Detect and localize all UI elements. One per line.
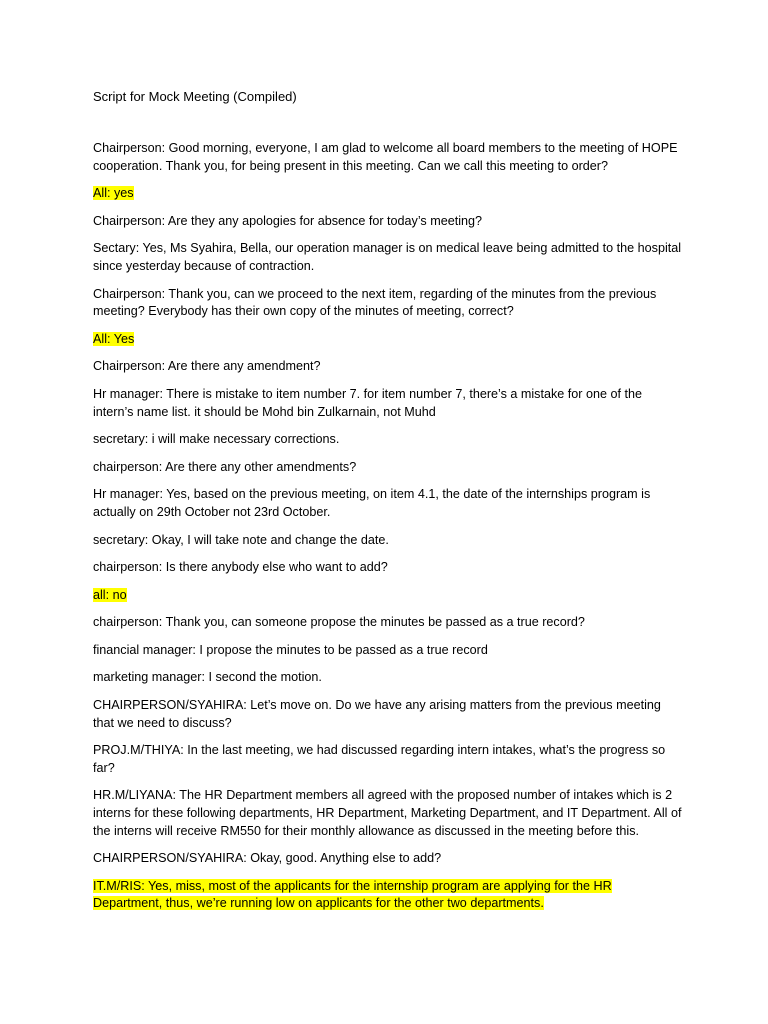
highlighted-paragraph-text: All: yes (93, 186, 134, 201)
paragraph-text: chairperson: Thank you, can someone propose the minutes be passed as a true record? (93, 615, 585, 630)
paragraph (93, 532, 683, 550)
paragraph (93, 431, 683, 449)
paragraph-text: chairperson: Are there any other amendments? (93, 459, 357, 474)
paragraph (93, 697, 683, 732)
paragraph-text: PROJ.M/THIYA: In the last meeting, we had discussed regarding intern intakes, what’s the progress so far? (93, 743, 666, 775)
paragraph (93, 642, 683, 660)
paragraph (93, 459, 683, 477)
paragraph-text: financial manager: I propose the minutes to be passed as a true record (93, 642, 488, 657)
paragraph (93, 331, 683, 349)
paragraph-text: HR.M/LIYANA: The HR Department members all agreed with the proposed number of intakes which is 2 interns for these following departments, HR Department, Marketing Department, and IT Department. All of the interns will receive RM550 for their monthly allowance as discussed in the meeting before this. (93, 788, 682, 838)
paragraph-text: Sectary: Yes, Ms Syahira, Bella, our operation manager is on medical leave being admitted to the hospital since yesterday because of contraction. (93, 241, 682, 273)
paragraph (93, 240, 683, 275)
highlighted-paragraph-text: all: no (93, 587, 127, 602)
paragraph-text: secretary: Okay, I will take note and change the date. (93, 532, 389, 547)
paragraph (93, 614, 683, 632)
paragraph-text: Chairperson: Good morning, everyone, I am glad to welcome all board members to the meeting of HOPE cooperation. Thank you, for being present in this meeting. Can we call this meeting to order? (93, 141, 678, 173)
paragraph-text: Chairperson: Are there any amendment? (93, 359, 321, 374)
document-body (93, 140, 683, 923)
paragraph (93, 878, 683, 913)
paragraph (93, 213, 683, 231)
paragraph (93, 286, 683, 321)
paragraph-text: Chairperson: Thank you, can we proceed to the next item, regarding of the minutes from the previous meeting? Everybody has their own copy of the minutes of meeting, correct? (93, 286, 657, 319)
paragraph-text: Chairperson: Are they any apologies for absence for today’s meeting? (93, 213, 483, 228)
paragraph-text: marketing manager: I second the motion. (93, 670, 322, 685)
paragraph-text: secretary: i will make necessary corrections. (93, 432, 340, 447)
paragraph (93, 787, 683, 840)
paragraph-text: CHAIRPERSON/SYAHIRA: Let’s move on. Do we have any arising matters from the previous meeting that we need to discuss? (93, 698, 661, 730)
paragraph (93, 386, 683, 421)
paragraph (93, 587, 683, 605)
paragraph-text: chairperson: Is there anybody else who want to add? (93, 560, 388, 575)
paragraph (93, 358, 683, 376)
paragraph (93, 850, 683, 868)
highlighted-paragraph-text: IT.M/RIS: Yes, miss, most of the applicants for the internship program are applying for the HR Department, thus, we’re running low on applicants for the other two departments. (93, 878, 612, 911)
paragraph (93, 140, 683, 175)
document-title: Script for Mock Meeting (Compiled) (93, 89, 297, 104)
paragraph (93, 742, 683, 777)
paragraph (93, 669, 683, 687)
paragraph-text: Hr manager: Yes, based on the previous meeting, on item 4.1, the date of the internships program is actually on 29th October not 23rd October. (93, 487, 651, 519)
highlighted-paragraph-text: All: Yes (93, 331, 135, 346)
paragraph (93, 185, 683, 203)
paragraph (93, 559, 683, 577)
paragraph (93, 486, 683, 521)
paragraph-text: Hr manager: There is mistake to item number 7. for item number 7, there’s a mistake for one of the intern’s name list. it should be Mohd bin Zulkarnain, not Muhd (93, 386, 643, 419)
paragraph-text: CHAIRPERSON/SYAHIRA: Okay, good. Anything else to add? (93, 851, 442, 866)
